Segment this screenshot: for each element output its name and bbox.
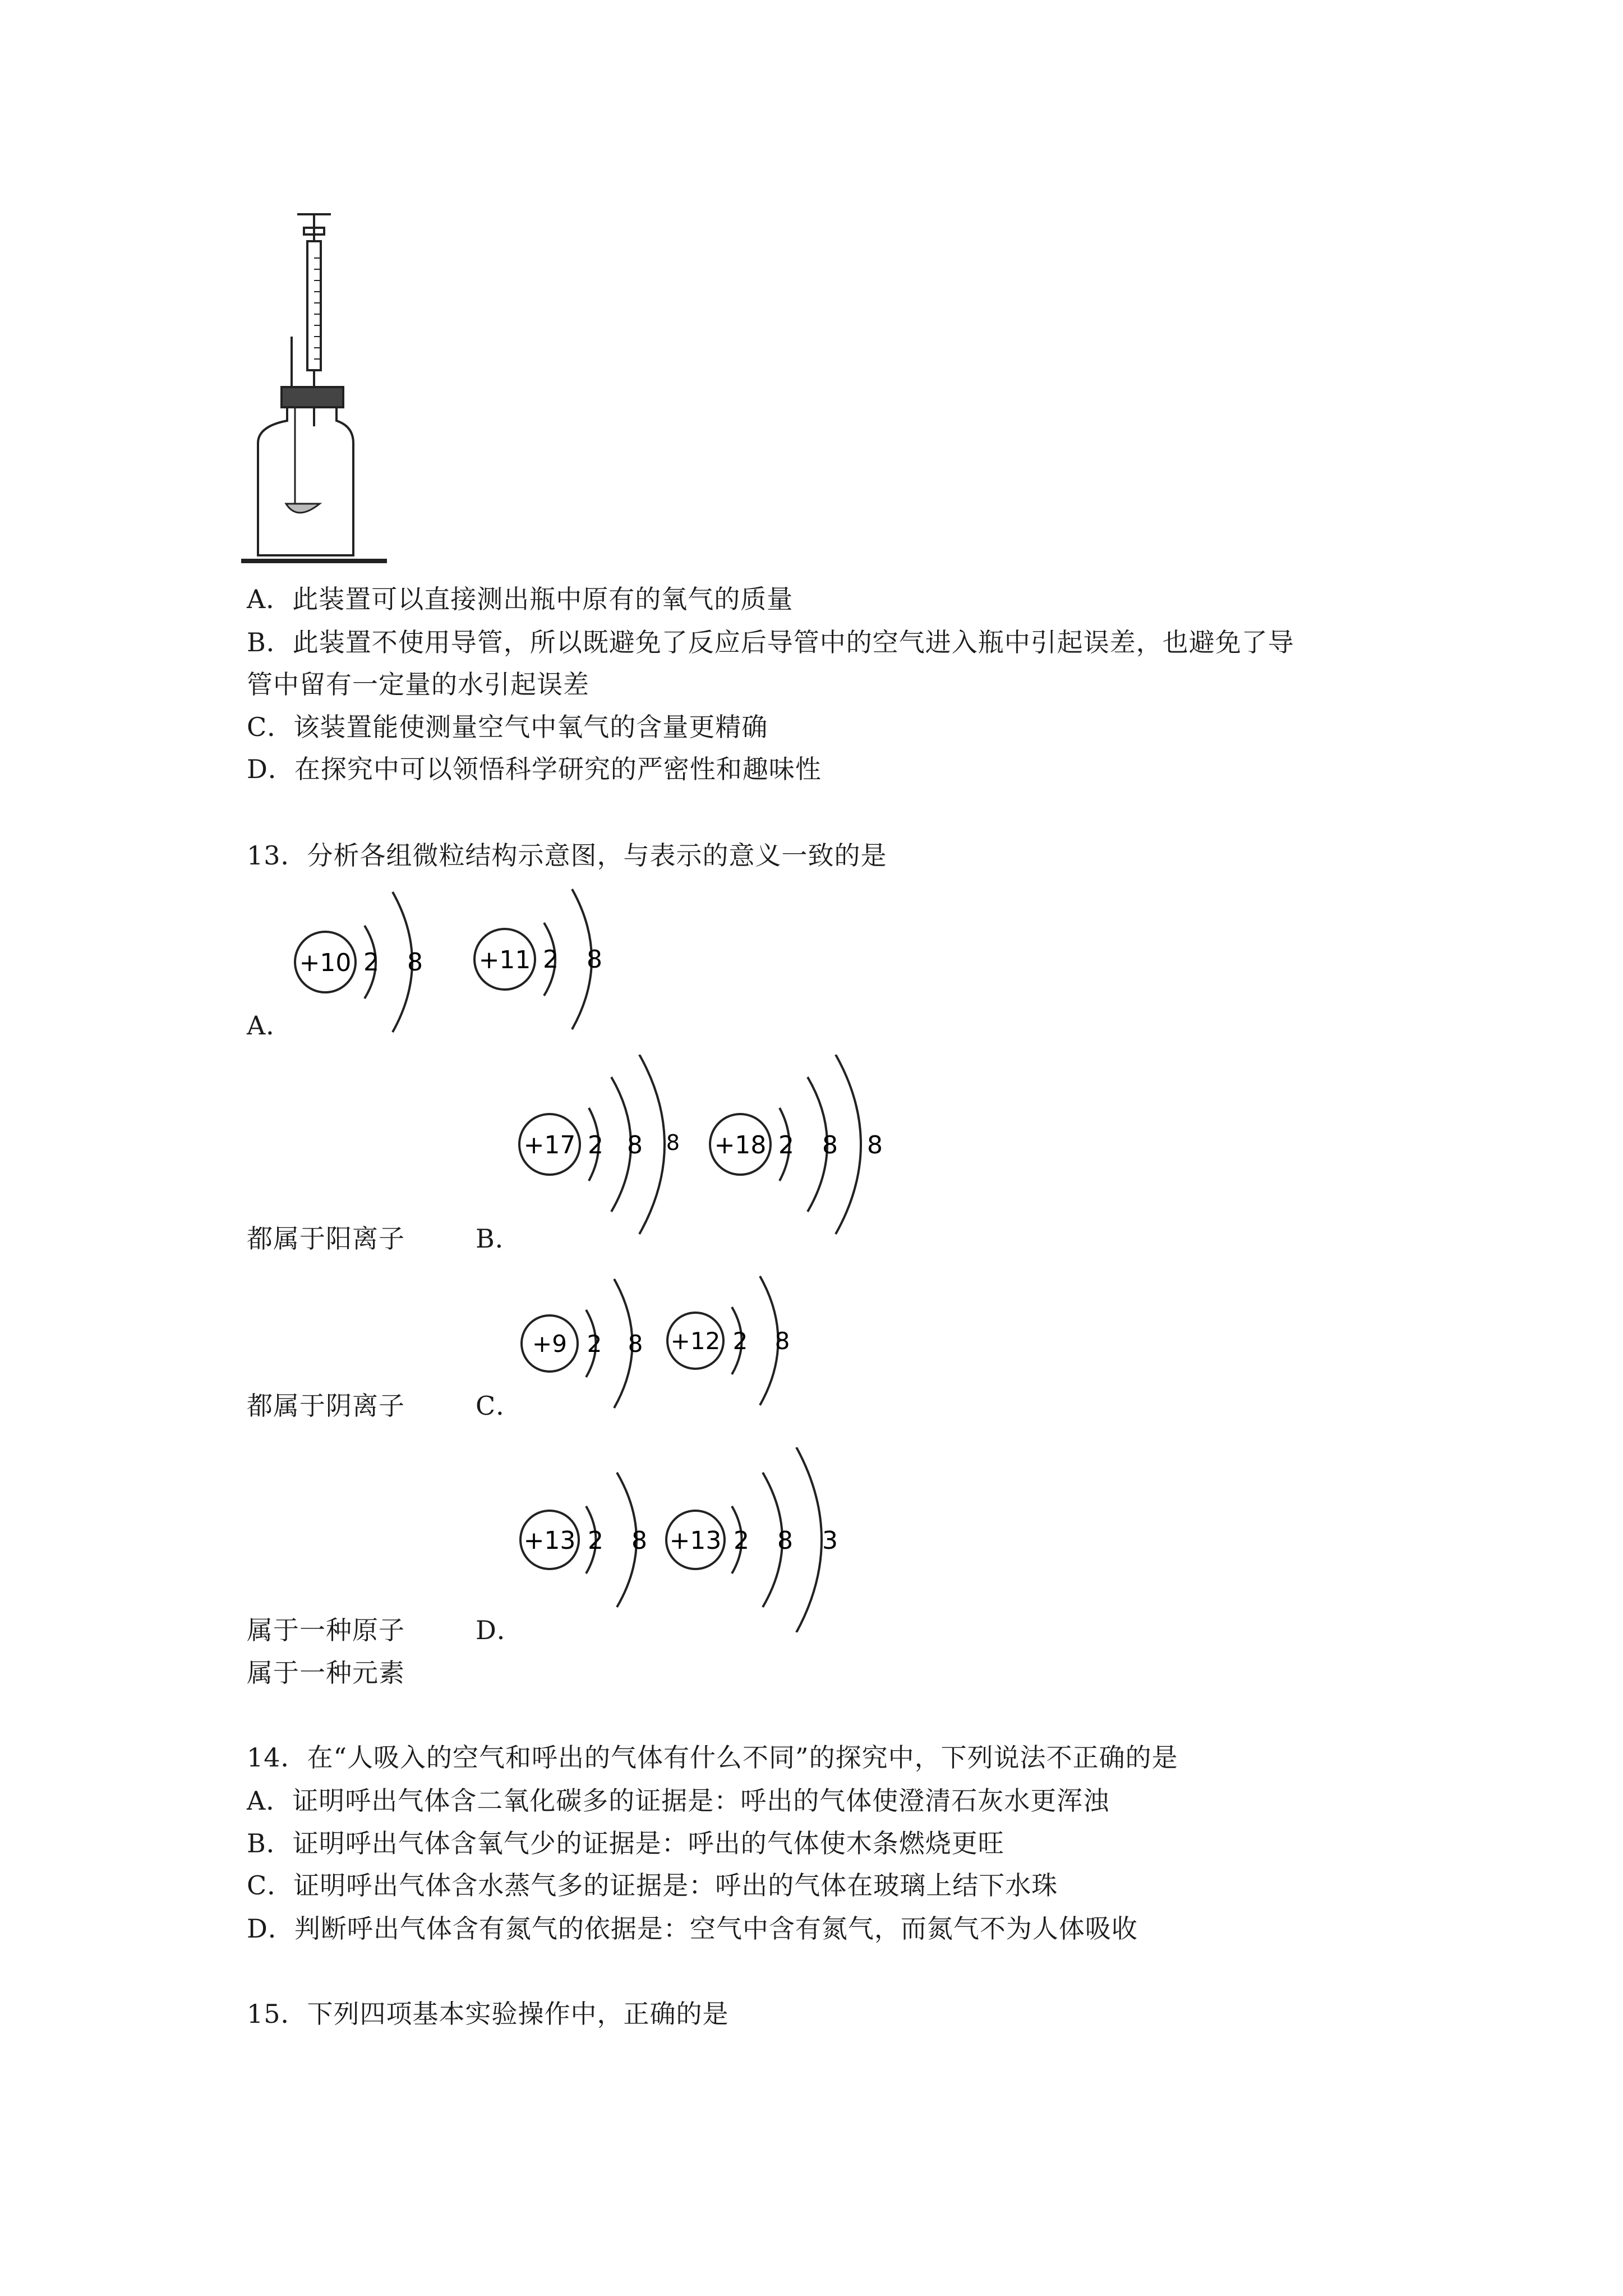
nucleus-d1: +13 bbox=[523, 1526, 576, 1555]
q13-label-a: A． bbox=[247, 1010, 293, 1041]
shell-c1-1: 2 bbox=[587, 1330, 602, 1358]
q12-option-d: D．在探究中可以领悟科学研究的严密性和趣味性 bbox=[247, 754, 822, 784]
q13-desc-c: 属于一种原子 bbox=[247, 1615, 405, 1645]
nucleus-d2: +13 bbox=[669, 1526, 722, 1555]
q14-option-b: B．证明呼出气体含氧气少的证据是：呼出的气体使木条燃烧更旺 bbox=[247, 1828, 1004, 1858]
q14-option-a: A．证明呼出气体含二氧化碳多的证据是：呼出的气体使澄清石灰水更浑浊 bbox=[247, 1786, 1110, 1816]
nucleus-c1: +9 bbox=[532, 1330, 567, 1358]
q13-desc-b: 都属于阴离子 bbox=[247, 1391, 405, 1421]
q12-option-b: B．此装置不使用导管，所以既避免了反应后导管中的空气进入瓶中引起误差，也避免了导 bbox=[247, 627, 1294, 657]
shell-b1-1: 2 bbox=[588, 1131, 603, 1159]
shell-a1-2: 8 bbox=[407, 948, 423, 977]
q12-option-c: C．该装置能使测量空气中氧气的含量更精确 bbox=[247, 712, 768, 742]
shell-a2-2: 8 bbox=[587, 945, 602, 974]
q13-label-d: D． bbox=[476, 1615, 523, 1645]
shell-d1-1: 2 bbox=[588, 1526, 603, 1555]
q13-label-c: C． bbox=[476, 1391, 523, 1421]
nucleus-a1: +10 bbox=[299, 949, 352, 977]
shell-b1-2: 8 bbox=[627, 1131, 643, 1159]
q12-option-a: A．此装置可以直接测出瓶中原有的氧气的质量 bbox=[247, 584, 794, 614]
shell-b2-3: 8 bbox=[867, 1131, 883, 1159]
q13-stem: 13．分析各组微粒结构示意图，与表示的意义一致的是 bbox=[247, 840, 887, 871]
q12-option-b-continued: 管中留有一定量的水引起误差 bbox=[247, 669, 589, 700]
nucleus-c2: +12 bbox=[670, 1327, 721, 1355]
apparatus-figure bbox=[241, 208, 409, 567]
q14-stem: 14．在“人吸入的空气和呼出的气体有什么不同”的探究中，下列说法不正确的是 bbox=[247, 1742, 1178, 1773]
shell-a1-1: 2 bbox=[363, 948, 379, 977]
shell-b2-2: 8 bbox=[822, 1131, 838, 1159]
q13-desc-a: 都属于阳离子 bbox=[247, 1223, 405, 1254]
q13-diagrams-a bbox=[280, 881, 639, 1049]
q13-diagrams-b bbox=[505, 1055, 909, 1245]
shell-b2-1: 2 bbox=[778, 1131, 794, 1159]
shell-d2-3: 3 bbox=[822, 1526, 838, 1555]
q15-stem: 15．下列四项基本实验操作中，正确的是 bbox=[247, 1999, 729, 2029]
q13-diagrams-d bbox=[505, 1447, 864, 1632]
shell-c1-2: 8 bbox=[628, 1330, 643, 1358]
nucleus-a2: +11 bbox=[478, 946, 531, 974]
shell-d2-1: 2 bbox=[734, 1526, 749, 1555]
q14-option-d: D．判断呼出气体含有氮气的依据是：空气中含有氮气，而氮气不为人体吸收 bbox=[247, 1913, 1138, 1944]
shell-c2-2: 8 bbox=[774, 1327, 790, 1355]
shell-d2-2: 8 bbox=[777, 1526, 793, 1555]
q13-diagrams-c bbox=[505, 1268, 864, 1419]
shell-d1-2: 8 bbox=[631, 1526, 647, 1555]
q13-label-b: B． bbox=[476, 1223, 522, 1254]
shell-c2-1: 2 bbox=[732, 1327, 748, 1355]
nucleus-b2: +18 bbox=[714, 1131, 767, 1159]
q13-desc-d: 属于一种元素 bbox=[247, 1658, 405, 1688]
nucleus-b1: +17 bbox=[523, 1131, 576, 1159]
shell-a2-1: 2 bbox=[543, 945, 559, 974]
shell-b1-3: 8 bbox=[666, 1130, 680, 1155]
q14-option-c: C．证明呼出气体含水蒸气多的证据是：呼出的气体在玻璃上结下水珠 bbox=[247, 1870, 1058, 1901]
